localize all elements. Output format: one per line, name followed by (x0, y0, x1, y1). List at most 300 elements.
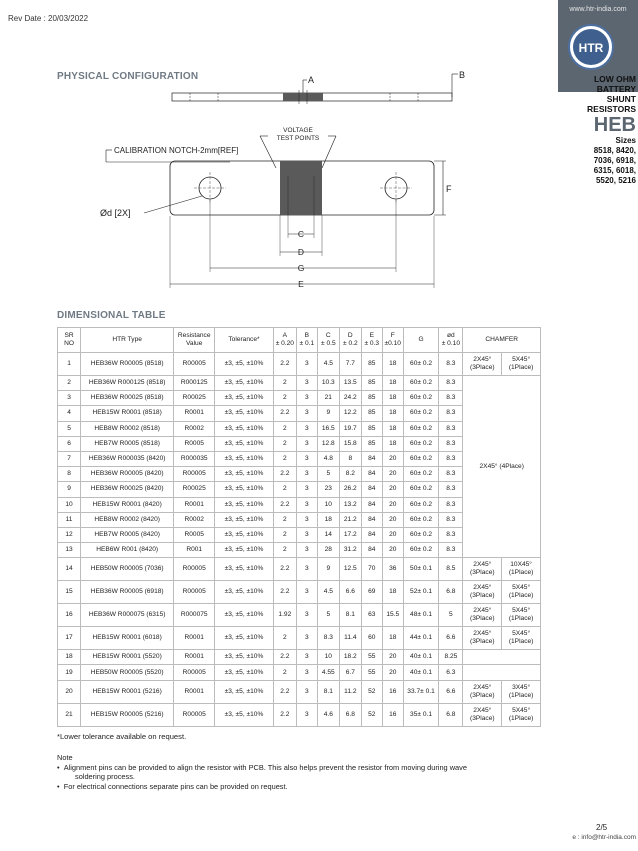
cell-od: 8.3 (439, 436, 463, 451)
cell-type: HEB36W R00005 (8518) (81, 353, 174, 376)
table-row (58, 376, 541, 391)
cell-e: 85 (361, 436, 382, 451)
cell-a: 2.2 (273, 558, 296, 581)
cell-f: 36 (382, 558, 403, 581)
cell-res: R00005 (174, 581, 215, 604)
calibration-notch-label: CALIBRATION NOTCH-2mm[REF] (114, 146, 239, 155)
col-d: D ± 0.2 (339, 328, 361, 353)
cell-g: 60± 0.2 (403, 436, 439, 451)
cell-chamfer: 2X45° (3Place) (463, 604, 502, 627)
cell-d: 21.2 (339, 512, 361, 527)
cell-chamfer: 5X45° (1Place) (502, 581, 541, 604)
cell-tol: ±3, ±5, ±10% (215, 497, 274, 512)
col-f: F ±0.10 (382, 328, 403, 353)
col-g: G (403, 328, 439, 353)
cell-d: 18.2 (339, 650, 361, 665)
cell-tol: ±3, ±5, ±10% (215, 650, 274, 665)
cell-tol: ±3, ±5, ±10% (215, 482, 274, 497)
cell-sr: 16 (58, 604, 81, 627)
cell-b: 3 (296, 482, 317, 497)
dim-label-f: F (446, 184, 452, 194)
cell-res: R000125 (174, 376, 215, 391)
cell-a: 2.2 (273, 581, 296, 604)
cell-sr: 20 (58, 680, 81, 703)
cell-e: 84 (361, 527, 382, 542)
cell-type: HEB7W R0005 (8420) (81, 527, 174, 542)
cell-tol: ±3, ±5, ±10% (215, 703, 274, 726)
cell-tol: ±3, ±5, ±10% (215, 581, 274, 604)
cell-b: 3 (296, 543, 317, 558)
cell-g: 60± 0.2 (403, 543, 439, 558)
cell-e: 85 (361, 376, 382, 391)
cell-d: 17.2 (339, 527, 361, 542)
cell-chamfer-merged: 2X45° (4Place) (463, 376, 541, 558)
note-bullet-2: • For electrical connections separate pins can be provided on request. (57, 781, 288, 791)
cell-d: 11.2 (339, 680, 361, 703)
cell-tol: ±3, ±5, ±10% (215, 467, 274, 482)
col-c: C ± 0.5 (317, 328, 339, 353)
cell-d: 6.7 (339, 665, 361, 680)
cell-od: 8.3 (439, 497, 463, 512)
product-code: HEB (593, 114, 636, 136)
cell-d: 15.8 (339, 436, 361, 451)
cell-c: 8.3 (317, 627, 339, 650)
note-bullet-1-cont: soldering process. (75, 772, 135, 781)
cell-b: 3 (296, 406, 317, 421)
cell-d: 13.5 (339, 376, 361, 391)
cell-res: R00025 (174, 482, 215, 497)
cell-res: R00005 (174, 353, 215, 376)
cell-f: 20 (382, 512, 403, 527)
col-od: ød ± 0.10 (439, 328, 463, 353)
col-e: E ± 0.3 (361, 328, 382, 353)
cell-e: 84 (361, 497, 382, 512)
cell-d: 8.1 (339, 604, 361, 627)
cell-b: 3 (296, 627, 317, 650)
cell-od: 8.3 (439, 482, 463, 497)
cell-b: 3 (296, 558, 317, 581)
cell-tol: ±3, ±5, ±10% (215, 604, 274, 627)
cell-b: 3 (296, 467, 317, 482)
table-row (58, 581, 541, 604)
cell-sr: 2 (58, 376, 81, 391)
cell-a: 2.2 (273, 467, 296, 482)
cell-d: 12.5 (339, 558, 361, 581)
cell-c: 8.1 (317, 680, 339, 703)
cell-e: 60 (361, 627, 382, 650)
cell-od: 6.8 (439, 581, 463, 604)
cell-tol: ±3, ±5, ±10% (215, 436, 274, 451)
cell-a: 2 (273, 376, 296, 391)
cell-res: R000075 (174, 604, 215, 627)
cell-f: 20 (382, 665, 403, 680)
cell-c: 4.55 (317, 665, 339, 680)
dim-label-a: A (308, 75, 315, 85)
cell-res: R0005 (174, 436, 215, 451)
cell-od: 6.6 (439, 627, 463, 650)
cell-g: 60± 0.2 (403, 512, 439, 527)
cell-od: 8.3 (439, 353, 463, 376)
dim-label-g: G (297, 263, 305, 273)
cell-a: 2 (273, 482, 296, 497)
cell-f: 20 (382, 650, 403, 665)
cell-chamfer: 5X45° (1Place) (502, 353, 541, 376)
cell-g: 48± 0.1 (403, 604, 439, 627)
side-view-shunt (283, 93, 323, 101)
dimensional-table-body (58, 353, 541, 727)
cell-f: 18 (382, 353, 403, 376)
cell-od: 8.3 (439, 512, 463, 527)
cell-tol: ±3, ±5, ±10% (215, 391, 274, 406)
cell-sr: 19 (58, 665, 81, 680)
plan-view-shunt (280, 161, 322, 215)
cell-b: 3 (296, 703, 317, 726)
cell-od: 5 (439, 604, 463, 627)
product-sidebar (556, 74, 636, 186)
dim-label-b: B (459, 70, 466, 80)
cell-f: 20 (382, 527, 403, 542)
cell-a: 1.92 (273, 604, 296, 627)
cell-e: 63 (361, 604, 382, 627)
cell-b: 3 (296, 527, 317, 542)
cell-b: 3 (296, 391, 317, 406)
cell-od: 8.3 (439, 421, 463, 436)
cell-type: HEB15W R0001 (5216) (81, 680, 174, 703)
cell-c: 5 (317, 467, 339, 482)
cell-g: 52± 0.1 (403, 581, 439, 604)
cell-res: R0001 (174, 497, 215, 512)
htr-logo (567, 23, 615, 71)
col-htr-type: HTR Type (81, 328, 174, 353)
cell-res: R0002 (174, 421, 215, 436)
cell-f: 20 (382, 497, 403, 512)
contact-email[interactable]: e : info@htr-india.com (572, 834, 636, 841)
sizes-list-1: 8518, 8420, (593, 146, 636, 155)
cell-d: 31.2 (339, 543, 361, 558)
cell-chamfer-empty (463, 650, 541, 665)
cell-e: 84 (361, 482, 382, 497)
cell-b: 3 (296, 512, 317, 527)
cell-od: 8.3 (439, 527, 463, 542)
cell-res: R0002 (174, 512, 215, 527)
cell-b: 3 (296, 497, 317, 512)
cell-b: 3 (296, 650, 317, 665)
cell-e: 52 (361, 680, 382, 703)
voltage-label-1: VOLTAGE (283, 127, 313, 134)
cell-a: 2.2 (273, 650, 296, 665)
physical-configuration-heading: PHYSICAL CONFIGURATION (57, 71, 199, 82)
cell-f: 20 (382, 451, 403, 466)
cell-sr: 9 (58, 482, 81, 497)
cell-a: 2 (273, 451, 296, 466)
cell-g: 60± 0.2 (403, 497, 439, 512)
cell-g: 60± 0.2 (403, 451, 439, 466)
table-row (58, 665, 541, 680)
cell-a: 2.2 (273, 680, 296, 703)
cell-sr: 21 (58, 703, 81, 726)
cell-c: 4.5 (317, 353, 339, 376)
cell-res: R0001 (174, 650, 215, 665)
cell-a: 2 (273, 391, 296, 406)
cell-tol: ±3, ±5, ±10% (215, 421, 274, 436)
product-line-1: LOW OHM (593, 74, 636, 84)
cell-sr: 13 (58, 543, 81, 558)
table-row (58, 627, 541, 650)
cell-chamfer: 2X45° (3Place) (463, 558, 502, 581)
cell-a: 2.2 (273, 406, 296, 421)
cell-res: R001 (174, 543, 215, 558)
cell-c: 4.6 (317, 703, 339, 726)
cell-f: 20 (382, 482, 403, 497)
dim-label-d: D (297, 247, 305, 257)
col-sr: SR NO (58, 328, 81, 353)
cell-d: 8 (339, 451, 361, 466)
cell-g: 60± 0.2 (403, 482, 439, 497)
cell-od: 6.8 (439, 703, 463, 726)
cell-type: HEB8W R0002 (8420) (81, 512, 174, 527)
col-tolerance: Tolerance* (215, 328, 274, 353)
product-line-4: RESISTORS (587, 104, 636, 114)
cell-d: 8.2 (339, 467, 361, 482)
cell-g: 60± 0.2 (403, 391, 439, 406)
sizes-label: Sizes (615, 136, 636, 145)
cell-c: 21 (317, 391, 339, 406)
dim-label-e: E (298, 279, 304, 289)
cell-b: 3 (296, 665, 317, 680)
page-number: 2/5 (596, 823, 608, 832)
cell-c: 14 (317, 527, 339, 542)
cell-d: 11.4 (339, 627, 361, 650)
cell-g: 33.7± 0.1 (403, 680, 439, 703)
cell-res: R0001 (174, 627, 215, 650)
cell-tol: ±3, ±5, ±10% (215, 627, 274, 650)
cell-f: 18 (382, 436, 403, 451)
table-row (58, 650, 541, 665)
cell-type: HEB50W R00005 (7036) (81, 558, 174, 581)
cell-e: 70 (361, 558, 382, 581)
cell-a: 2 (273, 543, 296, 558)
cell-e: 55 (361, 665, 382, 680)
cell-c: 9 (317, 558, 339, 581)
cell-od: 8.25 (439, 650, 463, 665)
dimensional-table (57, 327, 541, 727)
cell-tol: ±3, ±5, ±10% (215, 512, 274, 527)
cell-type: HEB15W R0001 (5520) (81, 650, 174, 665)
cell-sr: 17 (58, 627, 81, 650)
cell-c: 16.5 (317, 421, 339, 436)
cell-od: 6.6 (439, 680, 463, 703)
cell-od: 8.3 (439, 543, 463, 558)
cell-sr: 7 (58, 451, 81, 466)
cell-tol: ±3, ±5, ±10% (215, 406, 274, 421)
cell-c: 4.8 (317, 451, 339, 466)
cell-tol: ±3, ±5, ±10% (215, 665, 274, 680)
cell-chamfer: 10X45° (1Place) (502, 558, 541, 581)
cell-sr: 18 (58, 650, 81, 665)
cell-type: HEB36W R00025 (8420) (81, 482, 174, 497)
table-header-row (58, 328, 541, 353)
cell-d: 6.6 (339, 581, 361, 604)
cell-d: 6.8 (339, 703, 361, 726)
tolerance-footnote: *Lower tolerance available on request. (57, 732, 187, 741)
cell-b: 3 (296, 353, 317, 376)
cell-f: 16 (382, 680, 403, 703)
cell-e: 84 (361, 512, 382, 527)
product-line-2: BATTERY (596, 84, 636, 94)
cell-sr: 6 (58, 436, 81, 451)
cell-a: 2.2 (273, 353, 296, 376)
cell-od: 8.3 (439, 467, 463, 482)
note-title: Note (57, 753, 73, 762)
cell-type: HEB15W R00005 (5216) (81, 703, 174, 726)
cell-e: 85 (361, 421, 382, 436)
sizes-list-4: 5520, 5216 (595, 176, 636, 185)
cell-g: 60± 0.2 (403, 353, 439, 376)
cell-od: 8.5 (439, 558, 463, 581)
dim-label-c: C (297, 229, 305, 239)
cell-type: HEB36W R00005 (8420) (81, 467, 174, 482)
cell-type: HEB36W R00025 (8518) (81, 391, 174, 406)
cell-sr: 8 (58, 467, 81, 482)
voltage-label-2: TEST POINTS (276, 135, 320, 142)
cell-a: 2 (273, 665, 296, 680)
cell-type: HEB15W R0001 (8420) (81, 497, 174, 512)
cell-sr: 5 (58, 421, 81, 436)
logo-lettering: HTR (578, 41, 604, 55)
cell-tol: ±3, ±5, ±10% (215, 376, 274, 391)
cell-e: 55 (361, 650, 382, 665)
cell-tol: ±3, ±5, ±10% (215, 527, 274, 542)
col-b: B ± 0.1 (296, 328, 317, 353)
cell-c: 10 (317, 650, 339, 665)
cell-a: 2 (273, 527, 296, 542)
cell-chamfer: 5X45° (1Place) (502, 627, 541, 650)
cell-res: R0005 (174, 527, 215, 542)
cell-g: 60± 0.2 (403, 527, 439, 542)
cell-a: 2.2 (273, 703, 296, 726)
cell-g: 50± 0.1 (403, 558, 439, 581)
cell-f: 18 (382, 421, 403, 436)
cell-e: 84 (361, 451, 382, 466)
cell-sr: 4 (58, 406, 81, 421)
cell-g: 40± 0.1 (403, 665, 439, 680)
website-url[interactable]: www.htr-india.com (569, 6, 627, 13)
cell-sr: 12 (58, 527, 81, 542)
cell-res: R0001 (174, 680, 215, 703)
cell-res: R00005 (174, 467, 215, 482)
cell-d: 26.2 (339, 482, 361, 497)
col-chamfer: CHAMFER (463, 328, 541, 353)
cell-f: 20 (382, 467, 403, 482)
cell-chamfer: 5X45° (1Place) (502, 604, 541, 627)
cell-e: 84 (361, 543, 382, 558)
cell-b: 3 (296, 436, 317, 451)
cell-a: 2 (273, 421, 296, 436)
cell-c: 23 (317, 482, 339, 497)
cell-f: 18 (382, 581, 403, 604)
cell-g: 60± 0.2 (403, 406, 439, 421)
table-row (58, 703, 541, 726)
cell-f: 20 (382, 543, 403, 558)
sizes-list-2: 7036, 6918, (593, 156, 636, 165)
product-line-3: SHUNT (606, 94, 636, 104)
cell-c: 12.8 (317, 436, 339, 451)
table-row (58, 604, 541, 627)
cell-chamfer: 3X45° (1Place) (502, 680, 541, 703)
cell-c: 9 (317, 406, 339, 421)
hole-diameter-label: Ød [2X] (100, 208, 131, 218)
cell-type: HEB36W R000035 (8420) (81, 451, 174, 466)
cell-e: 84 (361, 467, 382, 482)
cell-od: 8.3 (439, 451, 463, 466)
cell-res: R00005 (174, 665, 215, 680)
cell-d: 19.7 (339, 421, 361, 436)
table-row (58, 558, 541, 581)
cell-b: 3 (296, 421, 317, 436)
cell-sr: 15 (58, 581, 81, 604)
cell-c: 5 (317, 604, 339, 627)
cell-od: 6.3 (439, 665, 463, 680)
cell-res: R0001 (174, 406, 215, 421)
cell-type: HEB15W R0001 (6018) (81, 627, 174, 650)
col-a: A ± 0.20 (273, 328, 296, 353)
cell-f: 18 (382, 376, 403, 391)
cell-b: 3 (296, 581, 317, 604)
cell-e: 85 (361, 353, 382, 376)
cell-sr: 1 (58, 353, 81, 376)
cell-g: 60± 0.2 (403, 421, 439, 436)
cell-e: 85 (361, 406, 382, 421)
col-resistance: Resistance Value (174, 328, 215, 353)
cell-tol: ±3, ±5, ±10% (215, 451, 274, 466)
cell-f: 15.5 (382, 604, 403, 627)
cell-chamfer: 2X45° (3Place) (463, 627, 502, 650)
cell-od: 8.3 (439, 376, 463, 391)
cell-c: 10.3 (317, 376, 339, 391)
cell-a: 2 (273, 512, 296, 527)
cell-chamfer: 2X45° (3Place) (463, 680, 502, 703)
rev-date: Rev Date : 20/03/2022 (8, 14, 89, 23)
cell-type: HEB8W R0002 (8518) (81, 421, 174, 436)
cell-type: HEB7W R0005 (8518) (81, 436, 174, 451)
cell-type: HEB36W R000125 (8518) (81, 376, 174, 391)
cell-type: HEB6W R001 (8420) (81, 543, 174, 558)
cell-tol: ±3, ±5, ±10% (215, 353, 274, 376)
cell-res: R000035 (174, 451, 215, 466)
cell-sr: 14 (58, 558, 81, 581)
cell-a: 2.2 (273, 497, 296, 512)
note-bullet-1: • Alignment pins can be provided to align the resistor with PCB. This also helps prevent the resistor from moving during wave (57, 762, 467, 772)
dimensional-table-heading: DIMENSIONAL TABLE (57, 310, 166, 321)
cell-tol: ±3, ±5, ±10% (215, 680, 274, 703)
cell-g: 60± 0.2 (403, 467, 439, 482)
cell-chamfer-empty (463, 665, 541, 680)
sizes-list-3: 6315, 6018, (593, 166, 636, 175)
cell-c: 4.5 (317, 581, 339, 604)
cell-od: 8.3 (439, 406, 463, 421)
cell-res: R00025 (174, 391, 215, 406)
cell-d: 7.7 (339, 353, 361, 376)
cell-g: 44± 0.1 (403, 627, 439, 650)
cell-c: 18 (317, 512, 339, 527)
cell-res: R00005 (174, 558, 215, 581)
cell-d: 12.2 (339, 406, 361, 421)
cell-f: 18 (382, 391, 403, 406)
cell-sr: 3 (58, 391, 81, 406)
cell-type: HEB36W R000075 (6315) (81, 604, 174, 627)
cell-chamfer: 2X45° (3Place) (463, 581, 502, 604)
cell-type: HEB50W R00005 (5520) (81, 665, 174, 680)
